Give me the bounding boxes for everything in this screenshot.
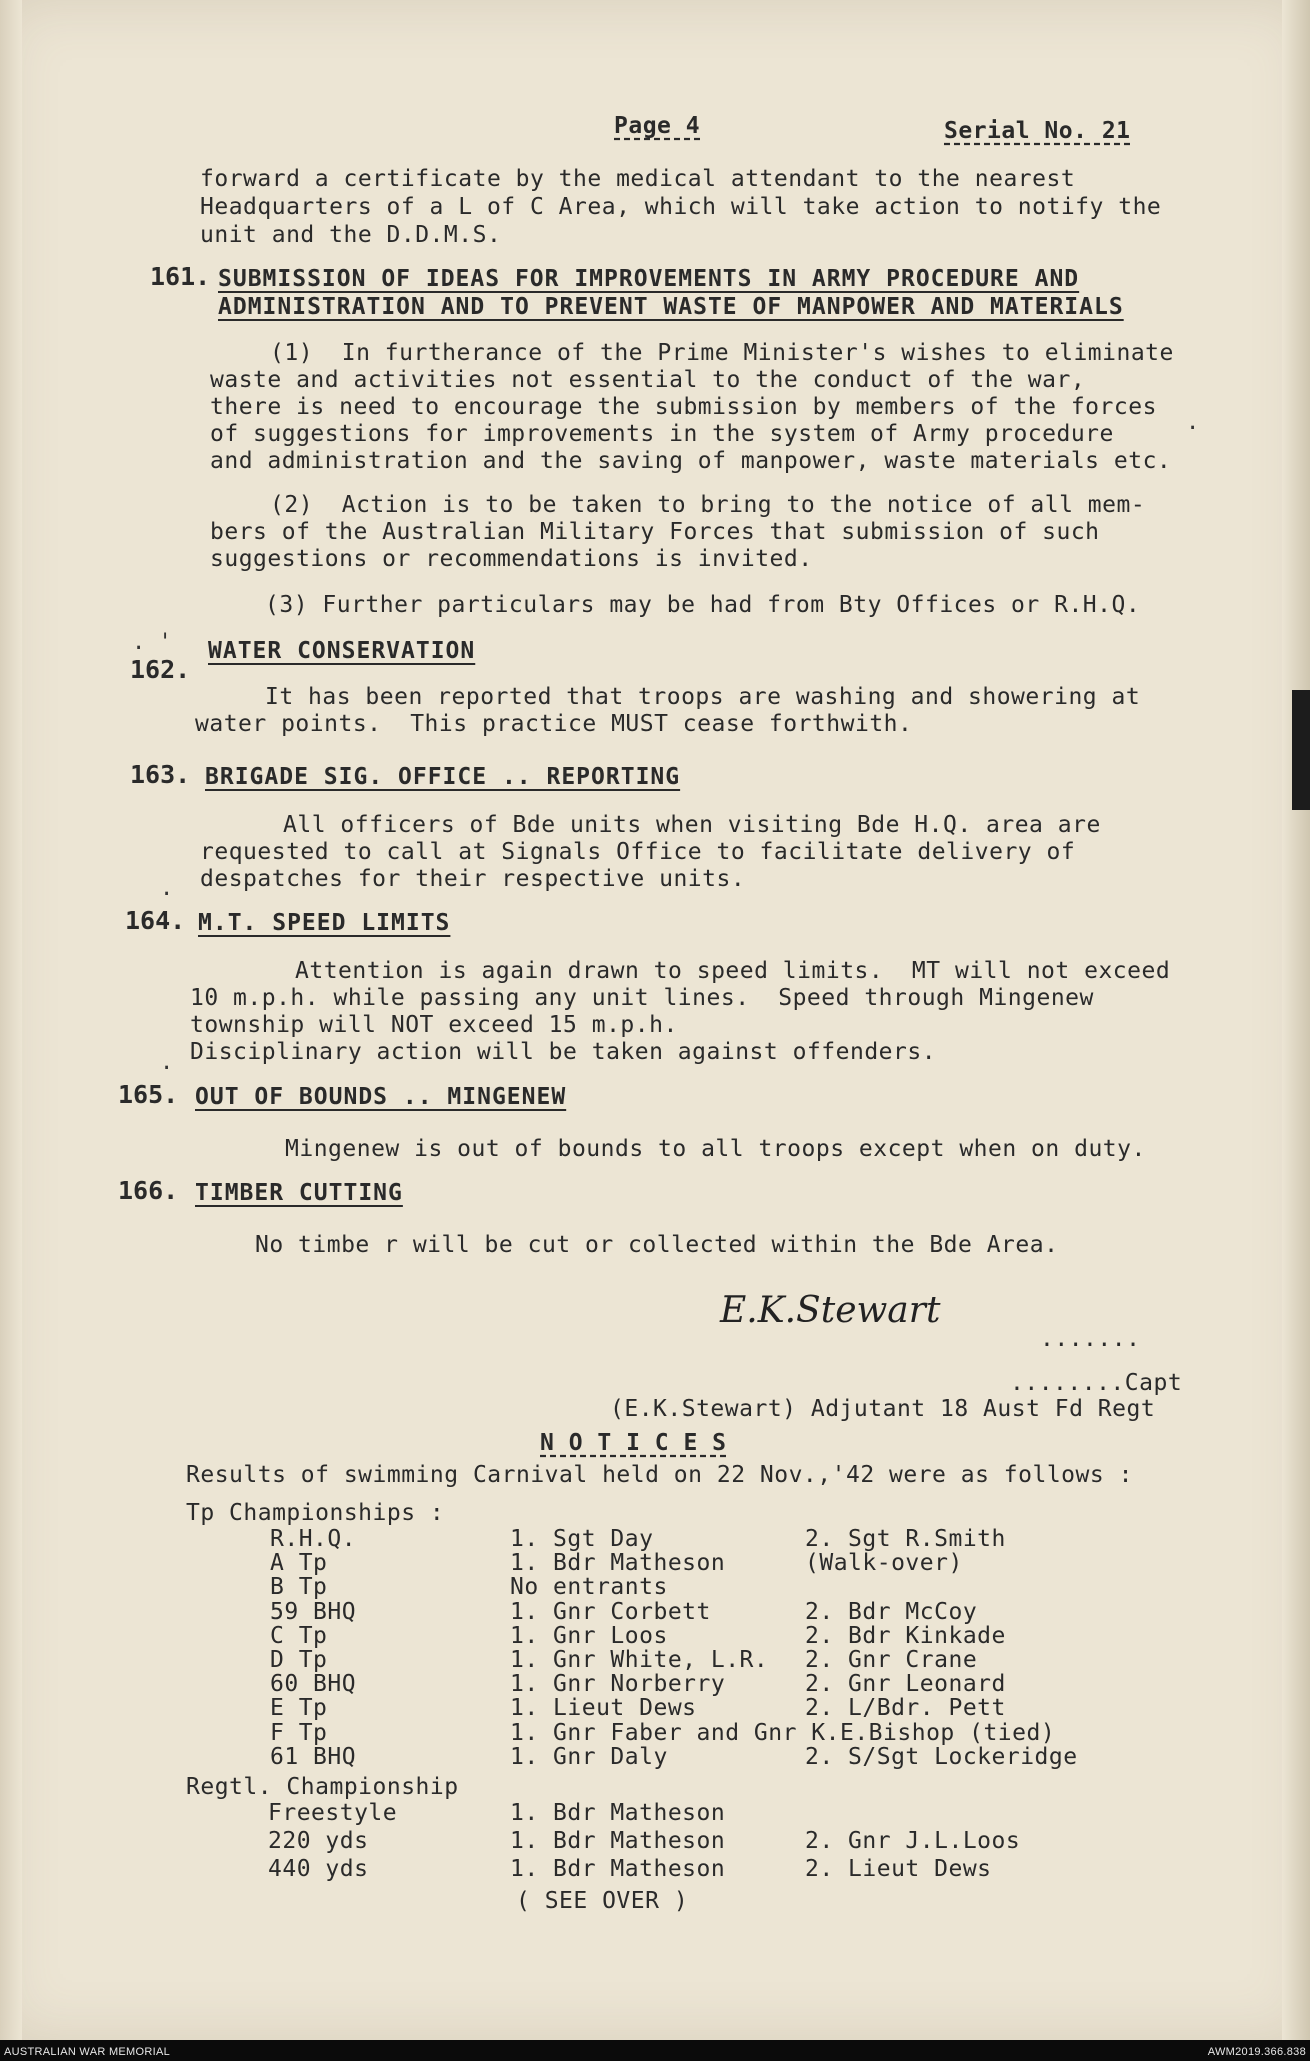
result-first: 1. Gnr Corbett (510, 1598, 711, 1625)
signature-dots: ....... (1040, 1326, 1141, 1352)
item-title: OUT OF BOUNDS .. MINGENEW (195, 1084, 567, 1110)
result-first: No entrants (510, 1574, 668, 1601)
see-over: ( SEE OVER ) (516, 1888, 689, 1914)
result-first: 1. Bdr Matheson (510, 1800, 726, 1826)
result-unit: C Tp (270, 1622, 328, 1649)
result-unit: Freestyle (268, 1800, 398, 1826)
result-unit: 59 BHQ (270, 1598, 357, 1625)
paragraph-line: suggestions or recommendations is invited. (210, 546, 813, 572)
item-title: SUBMISSION OF IDEAS FOR IMPROVEMENTS IN ARMY PROCEDURE AND (218, 266, 1080, 292)
result-second: 2. Bdr Kinkade (805, 1622, 1006, 1649)
paragraph-line: of suggestions for improvements in the system of Army procedure (210, 421, 1114, 447)
paragraph-line: township will NOT exceed 15 m.p.h. (190, 1012, 678, 1038)
item-title: WATER CONSERVATION (208, 638, 476, 664)
handwritten-signature: E.K.Stewart (720, 1290, 941, 1331)
paragraph-line: there is need to encourage the submission by members of the forces (210, 394, 1157, 420)
intro-line: unit and the D.D.M.S. (200, 222, 502, 248)
result-second: (Walk-over) (805, 1550, 963, 1577)
result-second: 2. Bdr McCoy (805, 1598, 978, 1625)
item-number: 162. (130, 655, 191, 684)
notices-intro: Results of swimming Carnival held on 22 Nov.,'42 were as follows : (186, 1462, 1133, 1488)
paragraph-line: requested to call at Signals Office to facilitate delivery of (200, 839, 1076, 865)
result-unit: 61 BHQ (270, 1743, 357, 1770)
pencil-mark: . (160, 1050, 174, 1075)
paragraph-line: and administration and the saving of manpower, waste materials etc. (210, 448, 1172, 474)
page-edge-left (0, 0, 22, 2040)
result-unit: A Tp (270, 1550, 328, 1577)
result-unit: 60 BHQ (270, 1671, 357, 1698)
result-second: 2. L/Bdr. Pett (805, 1695, 1006, 1722)
item-number: 165. (118, 1080, 179, 1109)
paragraph-line: (2) Action is to be taken to bring to the notice of all mem- (270, 492, 1146, 518)
footer-right: AWM2019.366.838 (1207, 2046, 1306, 2058)
item-title: TIMBER CUTTING (195, 1180, 403, 1206)
scan-shadow (1292, 690, 1310, 810)
pencil-mark: . (160, 876, 174, 901)
pencil-mark: . (1186, 410, 1200, 435)
result-first: 1. Lieut Dews (510, 1695, 697, 1722)
page-number: Page 4 (614, 113, 701, 139)
result-second: 2. Sgt R.Smith (805, 1526, 1006, 1552)
result-first: 1. Gnr Faber and Gnr K.E.Bishop (tied) (510, 1719, 1056, 1746)
paragraph-line: despatches for their respective units. (200, 866, 746, 892)
result-first: 1. Bdr Matheson (510, 1550, 726, 1577)
pencil-mark: . ' (132, 630, 172, 655)
signature-rank: ........Capt (1010, 1370, 1183, 1396)
paragraph-line: 10 m.p.h. while passing any unit lines. Speed through Mingenew (190, 985, 1094, 1011)
result-second: 2. Gnr Crane (805, 1647, 978, 1673)
paragraph-line: Attention is again drawn to speed limits. MT will not exceed (295, 958, 1171, 984)
result-unit: F Tp (270, 1719, 328, 1746)
footer-left: AUSTRALIAN WAR MEMORIAL (4, 2046, 171, 2058)
paragraph-line: It has been reported that troops are washing and showering at (265, 684, 1141, 710)
result-first: 1. Bdr Matheson (510, 1828, 726, 1854)
paragraph-line: water points. This practice MUST cease forthwith. (195, 711, 913, 737)
paragraph-line: bers of the Australian Military Forces that submission of such (210, 519, 1100, 545)
result-unit: E Tp (270, 1695, 328, 1722)
notices-heading: N O T I C E S (540, 1430, 727, 1456)
item-number: 166. (118, 1176, 179, 1205)
result-unit: B Tp (270, 1574, 328, 1601)
page-edge-right (1282, 0, 1310, 2040)
result-unit: R.H.Q. (270, 1526, 357, 1552)
signature-name-line: (E.K.Stewart) Adjutant 18 Aust Fd Regt (610, 1396, 1156, 1422)
result-second: 2. Lieut Dews (805, 1856, 992, 1882)
paragraph-line: (1) In furtherance of the Prime Minister's wishes to eliminate (270, 340, 1174, 366)
paragraph-line: waste and activities not essential to the conduct of the war, (210, 367, 1086, 393)
item-number: 163. (130, 760, 191, 789)
result-first: 1. Gnr Norberry (510, 1671, 726, 1698)
result-unit: D Tp (270, 1647, 328, 1673)
result-first: 1. Gnr White, L.R. (510, 1647, 769, 1673)
result-second: 2. S/Sgt Lockeridge (805, 1743, 1078, 1770)
item-title: ADMINISTRATION AND TO PREVENT WASTE OF MANPOWER AND MATERIALS (218, 294, 1124, 320)
result-first: 1. Gnr Loos (510, 1622, 668, 1649)
result-second: 2. Gnr Leonard (805, 1671, 1006, 1698)
item-number: 161. (150, 262, 211, 291)
intro-line: forward a certificate by the medical attendant to the nearest (200, 166, 1076, 192)
paragraph-line: (3) Further particulars may be had from Bty Offices or R.H.Q. (265, 592, 1141, 618)
item-title: M.T. SPEED LIMITS (198, 910, 451, 936)
paragraph-line: No timbe r will be cut or collected within the Bde Area. (255, 1232, 1059, 1258)
item-title: BRIGADE SIG. OFFICE .. REPORTING (205, 764, 681, 790)
serial-number: Serial No. 21 (944, 118, 1131, 144)
result-unit: 440 yds (268, 1856, 369, 1882)
tp-championships-header: Tp Championships : (186, 1500, 445, 1526)
result-first: 1. Bdr Matheson (510, 1856, 726, 1882)
intro-line: Headquarters of a L of C Area, which will take action to notify the (200, 194, 1162, 220)
result-unit: 220 yds (268, 1828, 369, 1854)
paragraph-line: Mingenew is out of bounds to all troops except when on duty. (285, 1136, 1146, 1162)
regtl-championship-header: Regtl. Championship (186, 1774, 459, 1800)
paragraph-line: Disciplinary action will be taken against offenders. (190, 1039, 937, 1065)
result-first: 1. Gnr Daly (510, 1743, 668, 1770)
result-second: 2. Gnr J.L.Loos (805, 1828, 1021, 1854)
result-first: 1. Sgt Day (510, 1526, 654, 1552)
item-number: 164. (125, 906, 186, 935)
paragraph-line: All officers of Bde units when visiting Bde H.Q. area are (283, 812, 1101, 838)
